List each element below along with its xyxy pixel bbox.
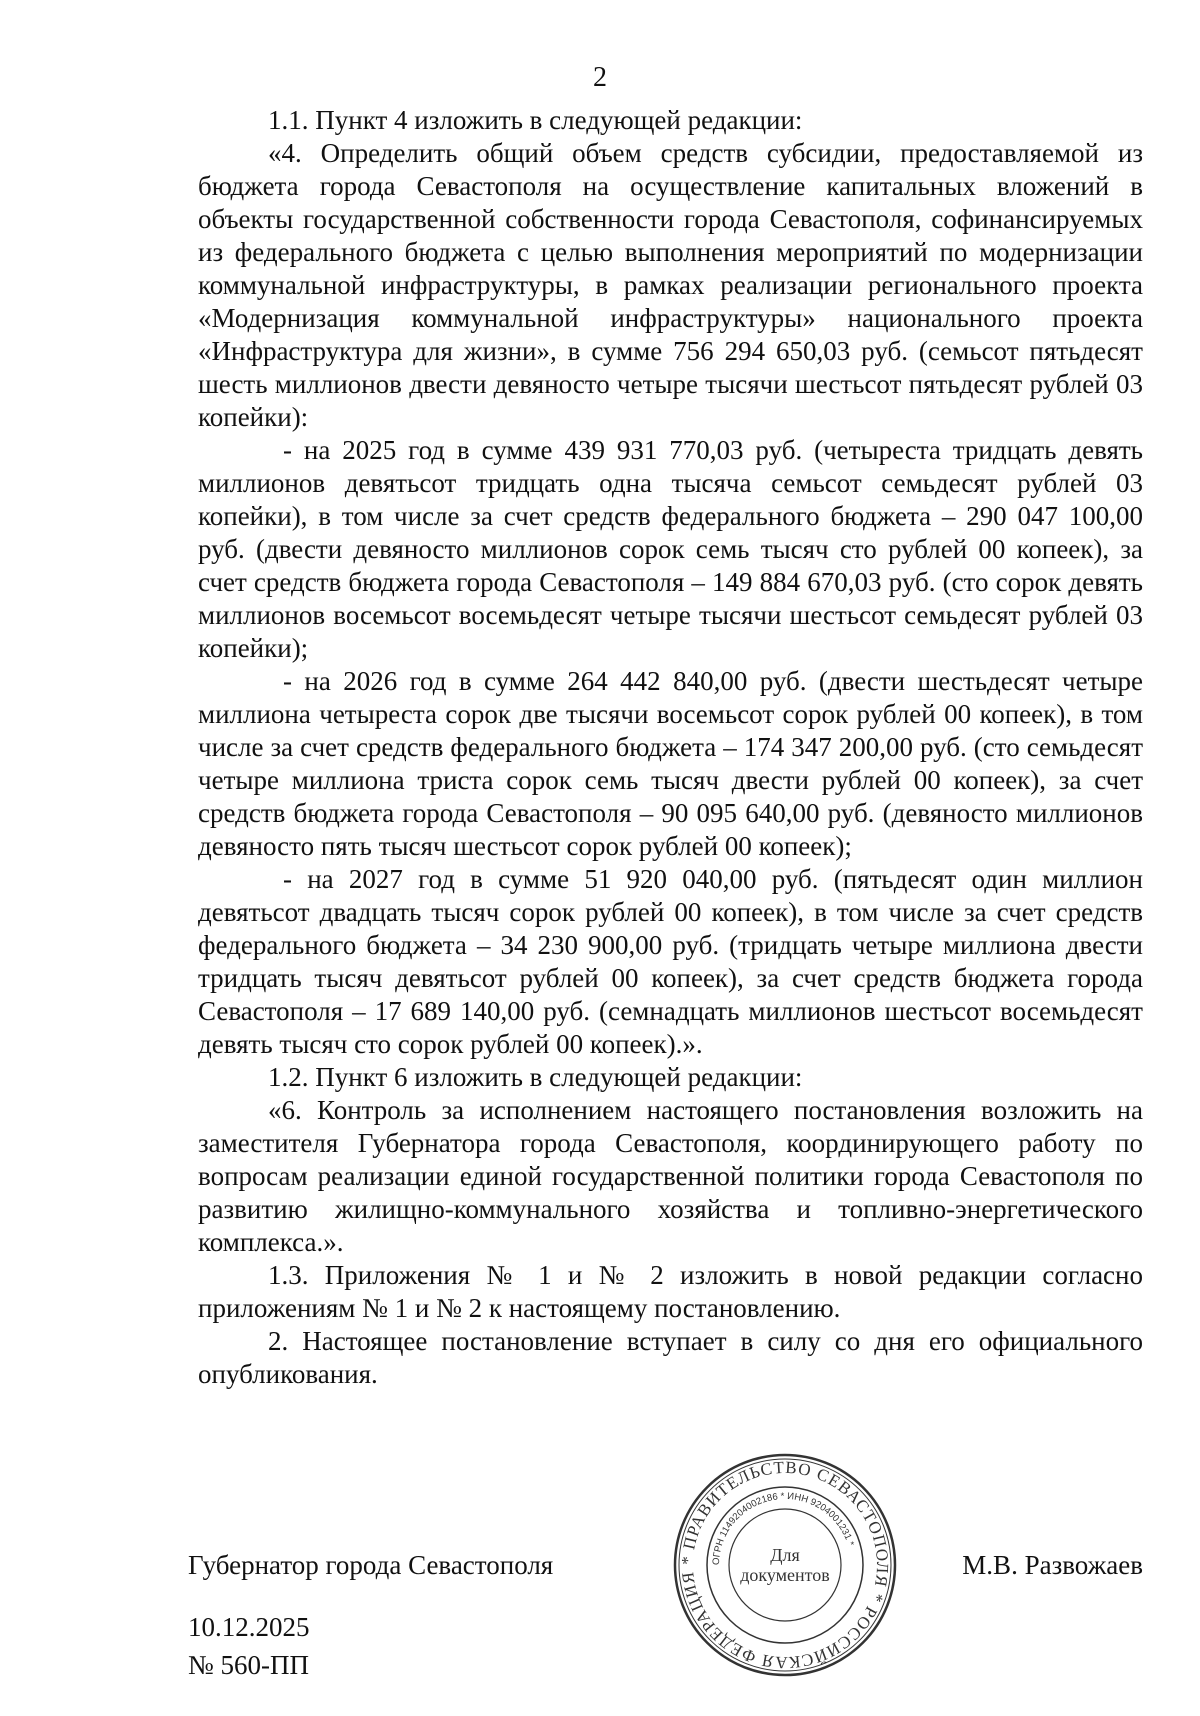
paragraph-item-4: «4. Определить общий объем средств субсидии, предоставляемой из бюджета города Севастополя на осуществление капитальных вложений в объекты государственной собственности города Севастополя, софинансируемых из федерального бюджета с целью выполнения мероприятий по модернизации коммунальной инфраструктуры, в рамках реализации регионального проекта «Модернизация коммунальной инфраструктуры» национального проекта «Инфраструктура для жизни», в сумме 756 294 650,03 руб. (семьсот пятьдесят шесть миллионов двести девяносто четыре тысячи шестьсот пятьдесят рублей 03 копейки): xyxy=(198,138,1143,432)
signer-name: М.В. Развожаев xyxy=(962,1550,1143,1580)
signer-title: Губернатор города Севастополя xyxy=(188,1550,554,1580)
svg-text:* ПРАВИТЕЛЬСТВО СЕВАСТОПОЛЯ *: * ПРАВИТЕЛЬСТВО СЕВАСТОПОЛЯ * РОССИЙСКАЯ ФЕДЕРАЦИЯ xyxy=(677,1457,893,1673)
seal-center-line1: Для xyxy=(770,1545,800,1565)
seal-center-line2: документов xyxy=(740,1565,830,1585)
paragraph-2027: - на 2027 год в сумме 51 920 040,00 руб. (пятьдесят один миллион девятьсот двадцать тысяч сорок рублей 00 копеек), в том числе за счет средств федерального бюджета – 34 230 900,00 руб. (тридцать четыре миллиона двести тридцать тысяч девятьсот рублей 00 копеек), за счет средств бюджета города Севастополя – 17 689 140,00 руб. (семнадцать миллионов шестьсот восемьдесят девять тысяч сто сорок рублей 00 копеек).». xyxy=(198,864,1143,1059)
paragraph-1-2: 1.2. Пункт 6 изложить в следующей редакции: xyxy=(268,1062,803,1092)
paragraph-1-3: 1.3. Приложения № 1 и № 2 изложить в новой редакции согласно приложениям № 1 и № 2 к настоящему постановлению. xyxy=(198,1260,1143,1323)
paragraph-1-1: 1.1. Пункт 4 изложить в следующей редакции: xyxy=(268,105,803,135)
official-seal xyxy=(670,1450,900,1680)
svg-text:ОГРН 1149204002186 * ИНН 92040: ОГРН 1149204002186 * ИНН 9204001231 * xyxy=(710,1490,856,1566)
page-number: 2 xyxy=(593,62,607,93)
paragraph-item-6: «6. Контроль за исполнением настоящего постановления возложить на заместителя Губернатора города Севастополя, координирующего работу по вопросам реализации единой государственной политики города Севастополя по развитию жилищно-коммунального хозяйства и топливно-энергетического комплекса.». xyxy=(198,1095,1143,1257)
document-body xyxy=(198,104,1143,1391)
seal-graphic xyxy=(670,1450,900,1680)
document-number: № 560-ПП xyxy=(188,1650,309,1680)
paragraph-2026: - на 2026 год в сумме 264 442 840,00 руб. (двести шестьдесят четыре миллиона четыреста сорок две тысячи восемьсот сорок рублей 00 копеек), в том числе за счет средств федерального бюджета – 174 347 200,00 руб. (сто семьдесят четыре миллиона триста сорок семь тысяч двести рублей 00 копеек), за счет средств бюджета города Севастополя – 90 095 640,00 руб. (девяносто миллионов девяносто пять тысяч шестьсот сорок рублей 00 копеек); xyxy=(198,666,1143,861)
document-date: 10.12.2025 xyxy=(188,1612,310,1642)
paragraph-2: 2. Настоящее постановление вступает в силу со дня его официального опубликования. xyxy=(198,1326,1143,1389)
paragraph-2025: - на 2025 год в сумме 439 931 770,03 руб. (четыреста тридцать девять миллионов девятьсот тридцать одна тысяча семьсот семьдесят рублей 03 копейки), в том числе за счет средств федерального бюджета – 290 047 100,00 руб. (двести девяносто миллионов сорок семь тысяч сто рублей 00 копеек), за счет средств бюджета города Севастополя – 149 884 670,03 руб. (сто сорок девять миллионов восемьсот восемьдесят четыре тысячи шестьсот семьдесят рублей 03 копейки); xyxy=(198,435,1143,663)
